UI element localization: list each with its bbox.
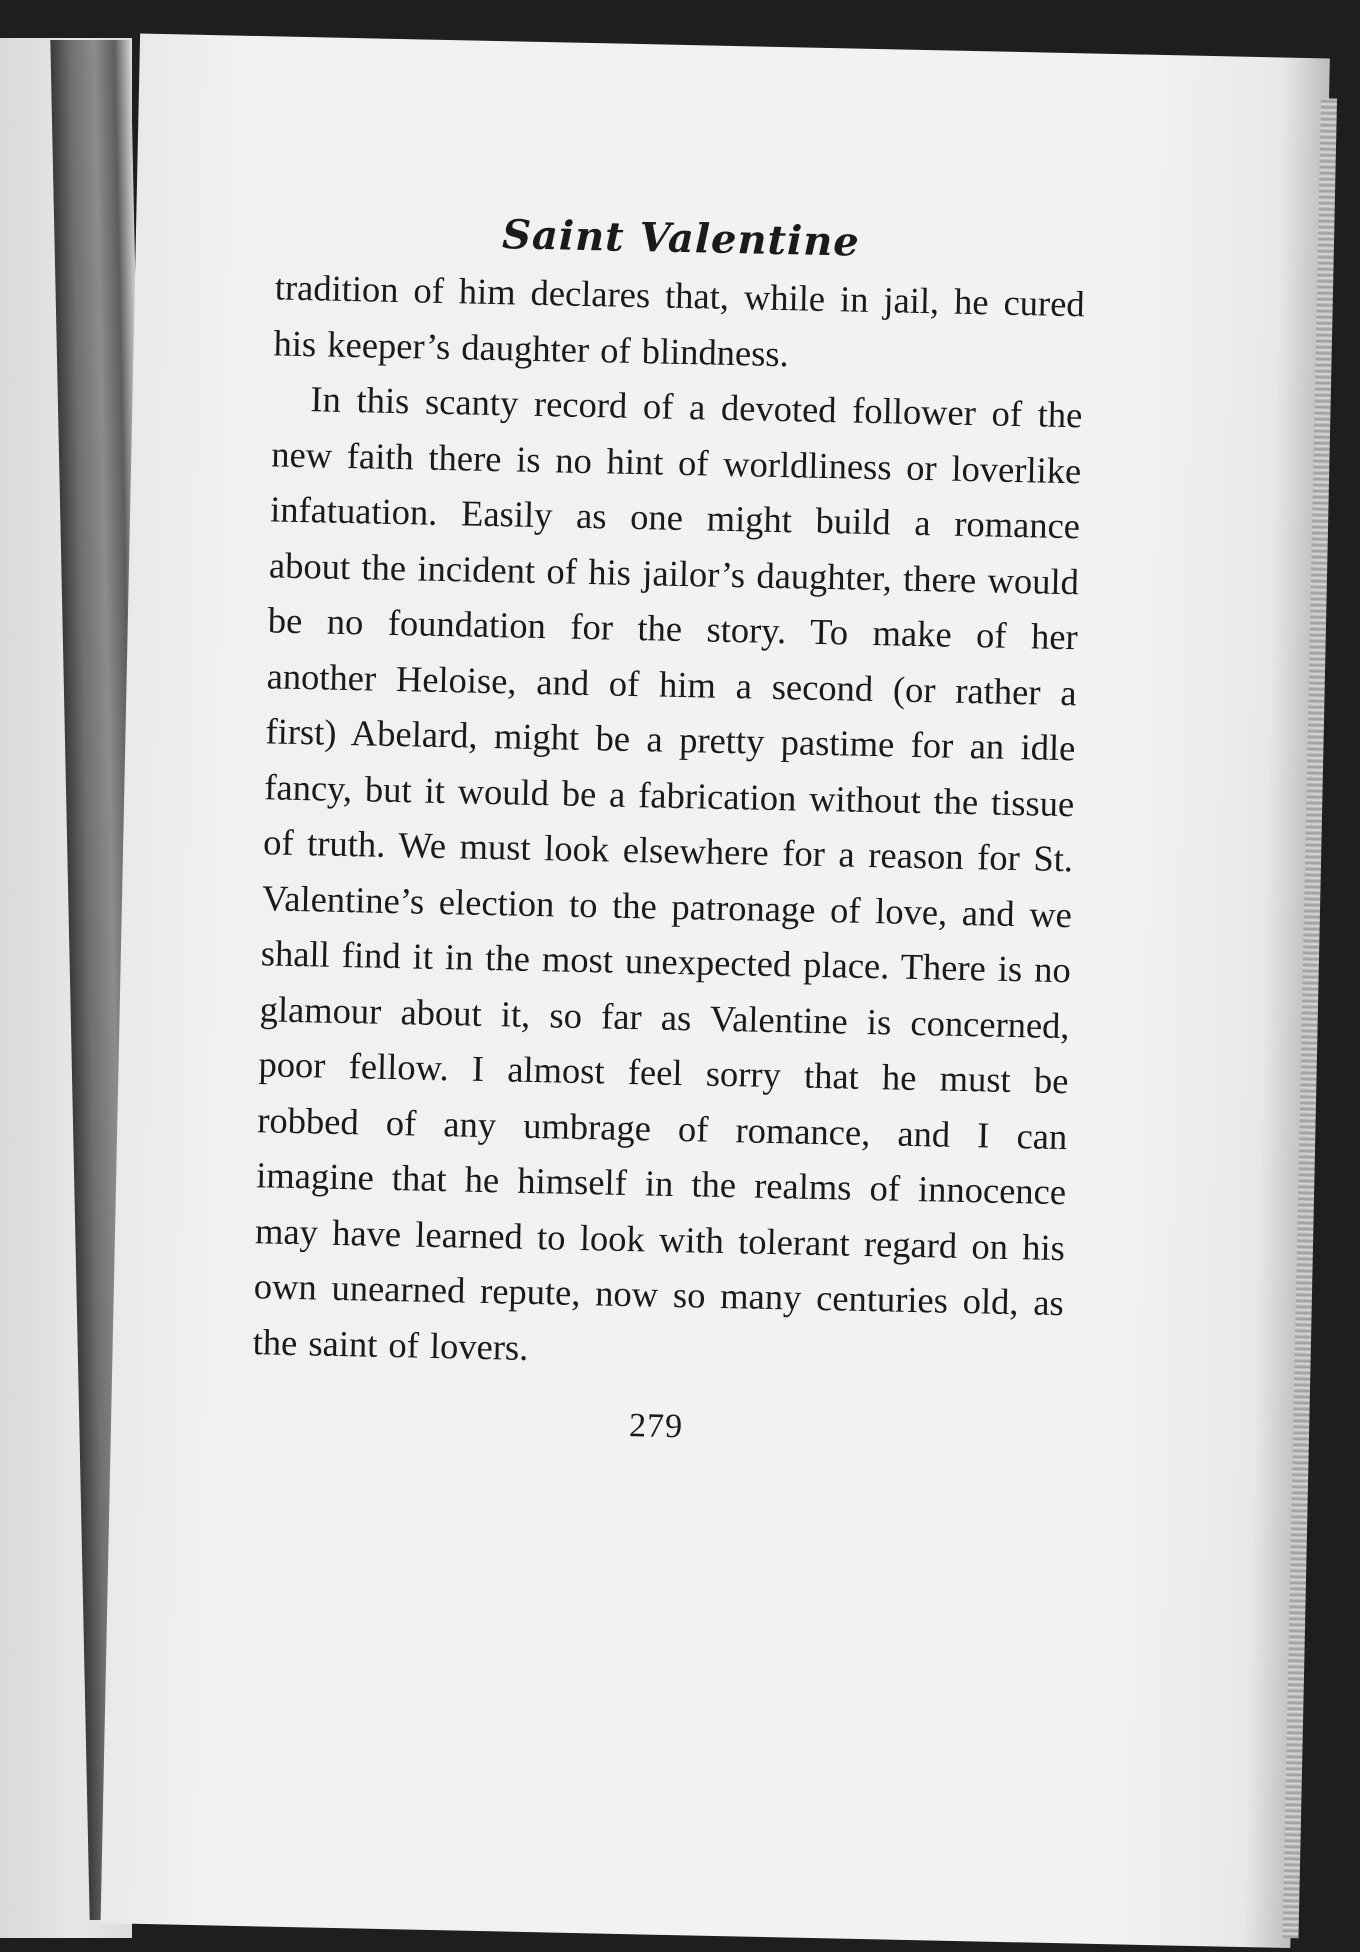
book-page [101, 34, 1330, 1949]
page-fore-edge [1282, 98, 1337, 1938]
page-number: 279 [628, 1407, 684, 1446]
paragraph-2: In this scanty record of a devoted follower of the new faith there is no hint of worldliness or loverlike infatuation. Easily as one might build a romance about the incident of his jailor’s daughter, there would be no foundation for the story. To make of her another Heloise, and of him a second (or rather a first) Abelard, might be a pretty pastime for an idle fancy, but it would be a fabrication without the tissue of truth. We must look elsewhere for a reason for St. Valentine’s election to the patronage of love, and we shall find it in the most unexpected place. There is no glamour about it, so far as Valentine is concerned, poor fellow. I almost feel sorry that he must be robbed of any umbrage of romance, and I can imagine that he himself in the realms of innocence may have learned to look with tolerant regard on his own unearned repute, now so many centuries old, as the saint of lovers. [252, 378, 1083, 1368]
running-head: Saint Valentine [501, 211, 861, 266]
paragraph-1: tradition of him declares that, while in jail, he cured his keeper’s daughter of blindness. [273, 266, 1086, 374]
page-content [251, 206, 1087, 1454]
